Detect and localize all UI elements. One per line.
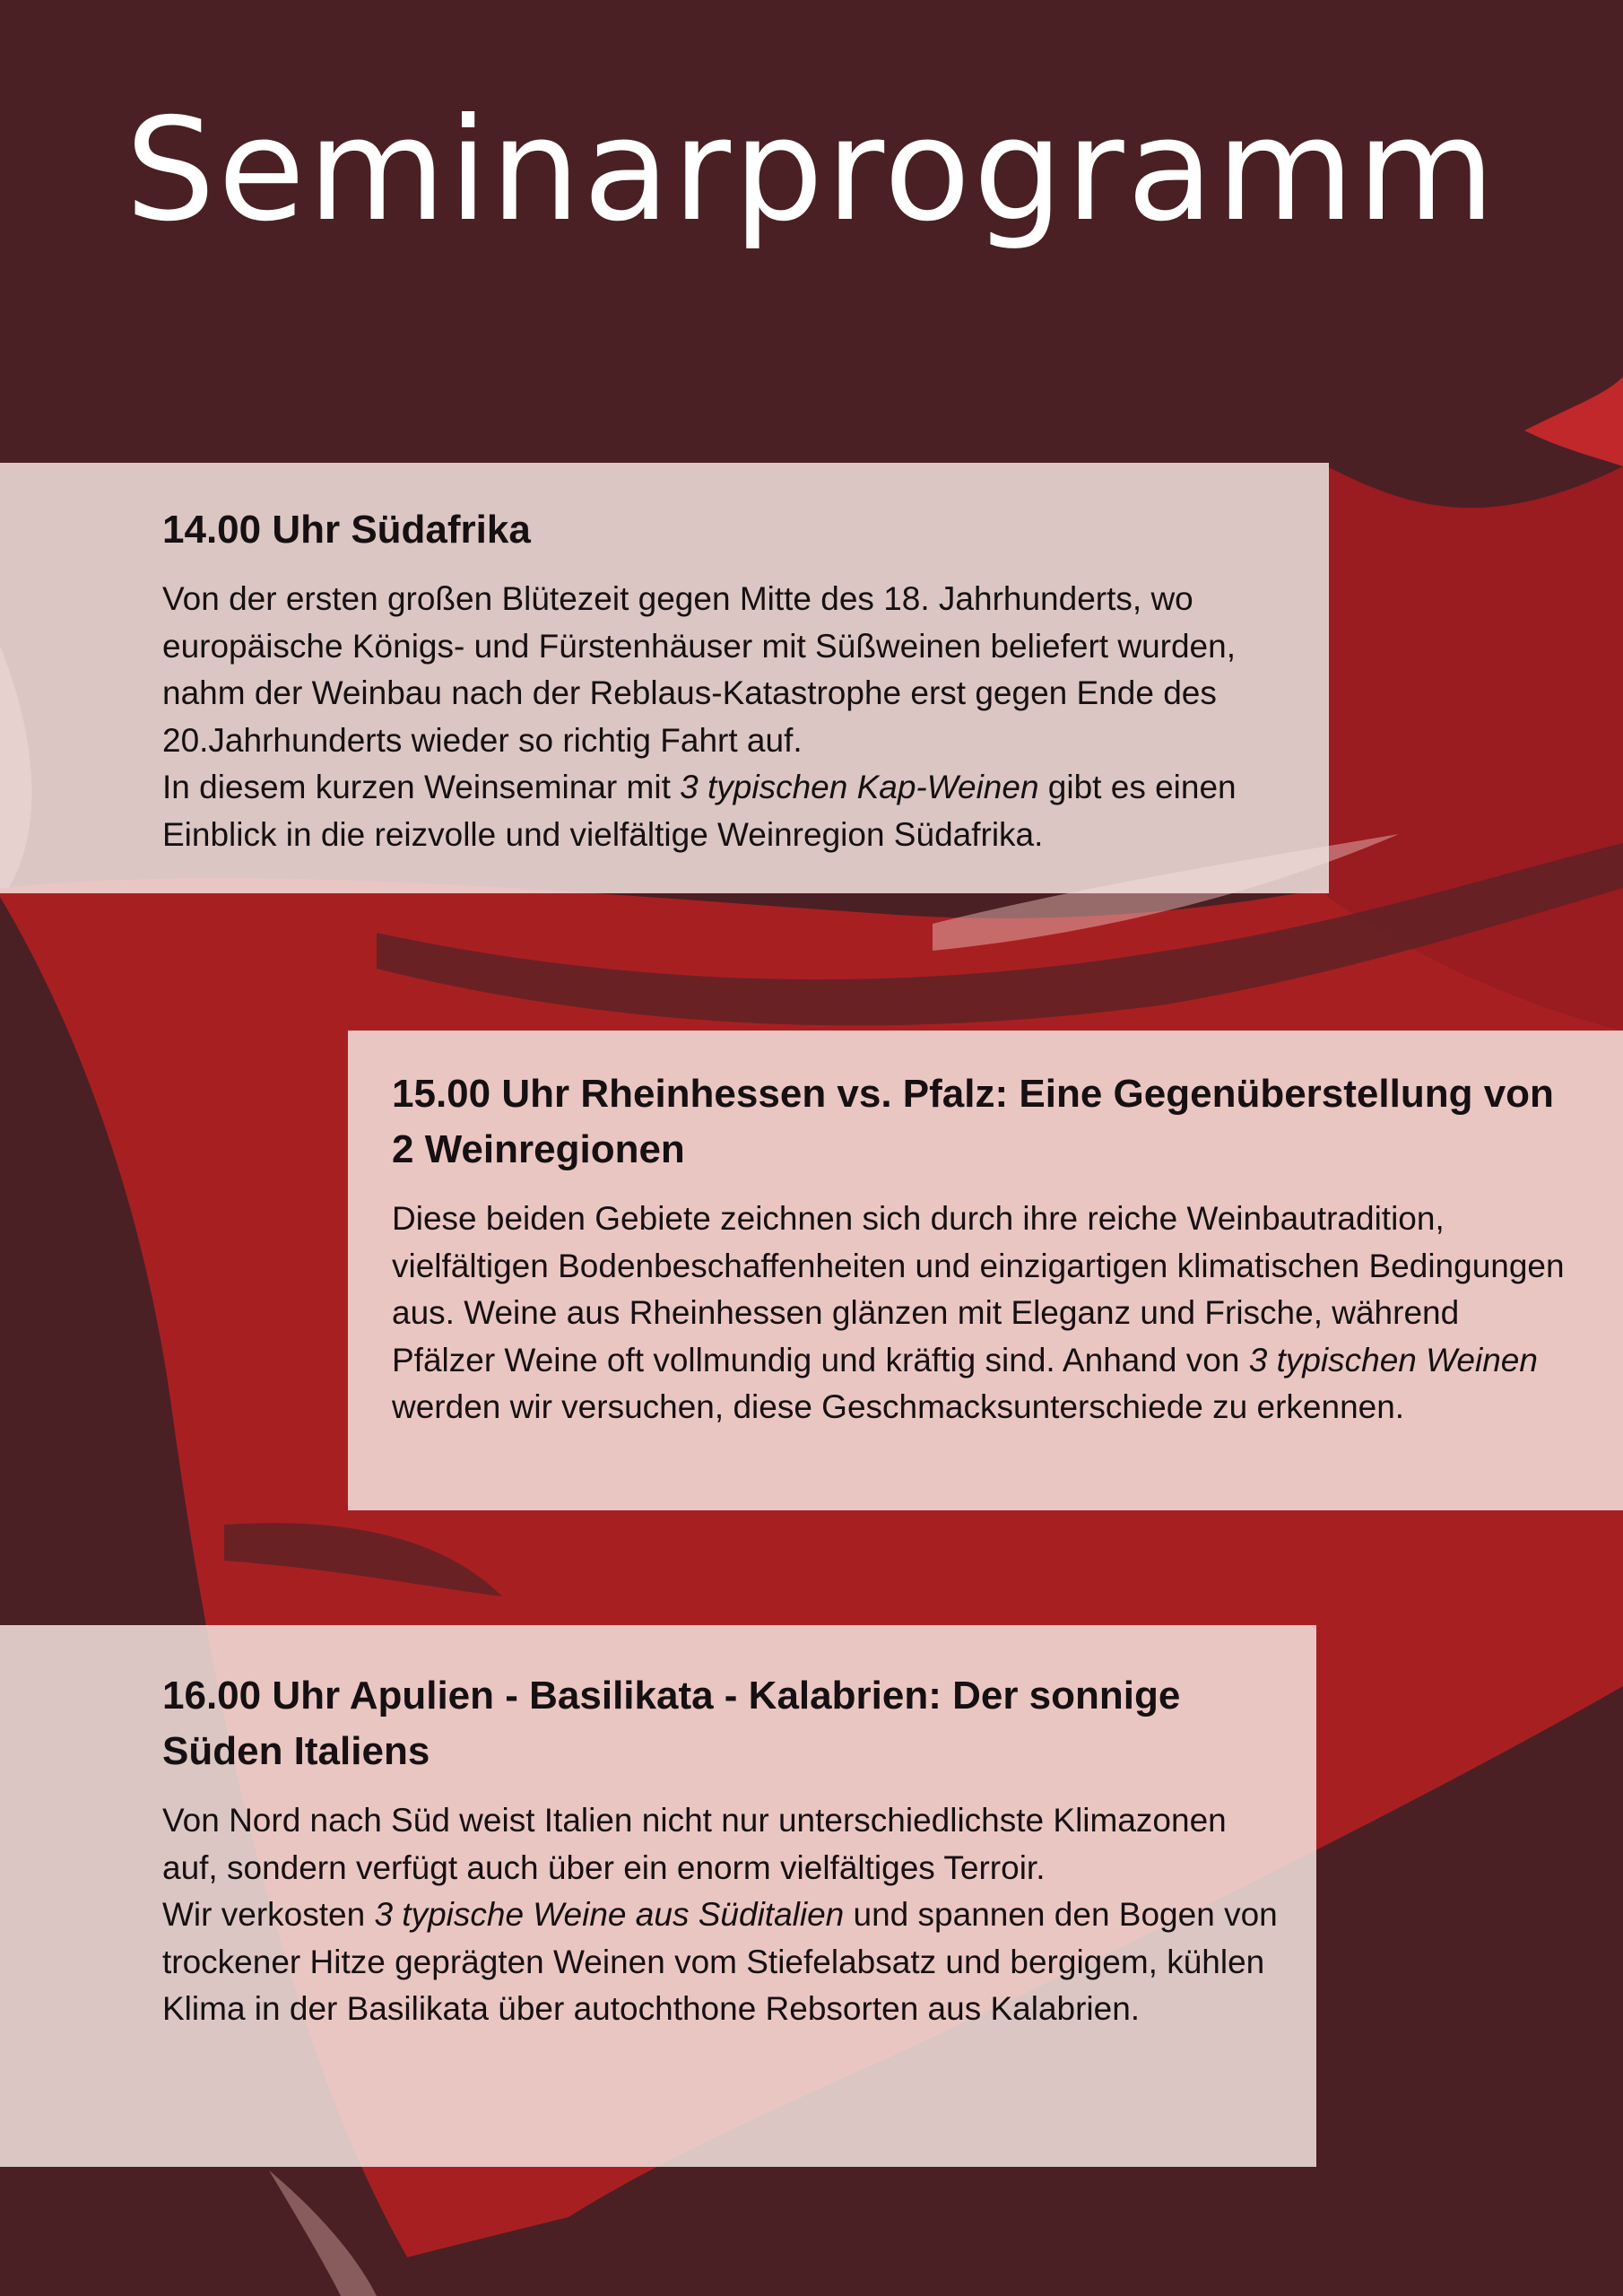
description-text: werden wir versuchen, diese Geschmacksunterschiede zu erkennen.: [392, 1388, 1405, 1425]
description-text: Von der ersten großen Blütezeit gegen Mitte des 18. Jahrhunderts, wo europäische Königs- und Fürstenhäuser mit Süßweinen beliefert wurden, nahm der Weinbau nach der Reblaus-Katastrophe erst gegen Ende des 20.Jahrhunderts wieder so richtig Fahrt auf.: [162, 580, 1236, 759]
page-title: Seminarprogramm: [125, 88, 1498, 253]
seminar-description: [162, 1797, 1280, 2033]
seminar-heading: 15.00 Uhr Rheinhessen vs. Pfalz: Eine Gegenüberstellung von 2 Weinregionen: [392, 1072, 1554, 1171]
seminar-description: [162, 576, 1293, 858]
description-text: Diese beiden Gebiete zeichnen sich durch ihre reiche Weinbautradition, vielfältigen Bodenbeschaffenheiten und einzigartigen klimatischen Bedingungen aus. Weine aus Rheinhessen glänzen mit Eleganz und Frische, während Pfälzer Weine oft vollmundig und kräftig sind. Anhand von: [392, 1200, 1565, 1378]
description-emphasis: 3 typischen Weinen: [1248, 1341, 1538, 1378]
seminar-card-suedafrika: [0, 463, 1329, 893]
description-text: gibt es einen Einblick in die reizvolle und vielfältige Weinregion Südafrika.: [162, 769, 1237, 853]
description-emphasis: 3 typischen Kap-Weinen: [680, 769, 1039, 805]
seminar-card-rheinhessen-pfalz: [348, 1031, 1623, 1510]
description-emphasis: 3 typische Weine aus Süditalien: [374, 1896, 845, 1933]
seminar-heading: 14.00 Uhr Südafrika: [162, 508, 531, 552]
seminar-card-sueditalien: [0, 1625, 1316, 2167]
seminar-heading: 16.00 Uhr Apulien - Basilikata - Kalabrien: Der sonnige Süden Italiens: [162, 1674, 1181, 1773]
description-text: Von Nord nach Süd weist Italien nicht nur unterschiedlichste Klimazonen auf, sondern verfügt auch über ein enorm vielfältiges Terroir.: [162, 1802, 1227, 1886]
description-text: und spannen den Bogen von trockener Hitze geprägten Weinen vom Stiefelabsatz und bergigem, kühlen Klima in der Basilikata über autochthone Rebsorten aus Kalabrien.: [162, 1896, 1278, 2027]
description-text: In diesem kurzen Weinseminar mit: [162, 769, 681, 805]
description-text: Wir verkosten: [162, 1896, 375, 1933]
seminar-description: [392, 1196, 1569, 1431]
